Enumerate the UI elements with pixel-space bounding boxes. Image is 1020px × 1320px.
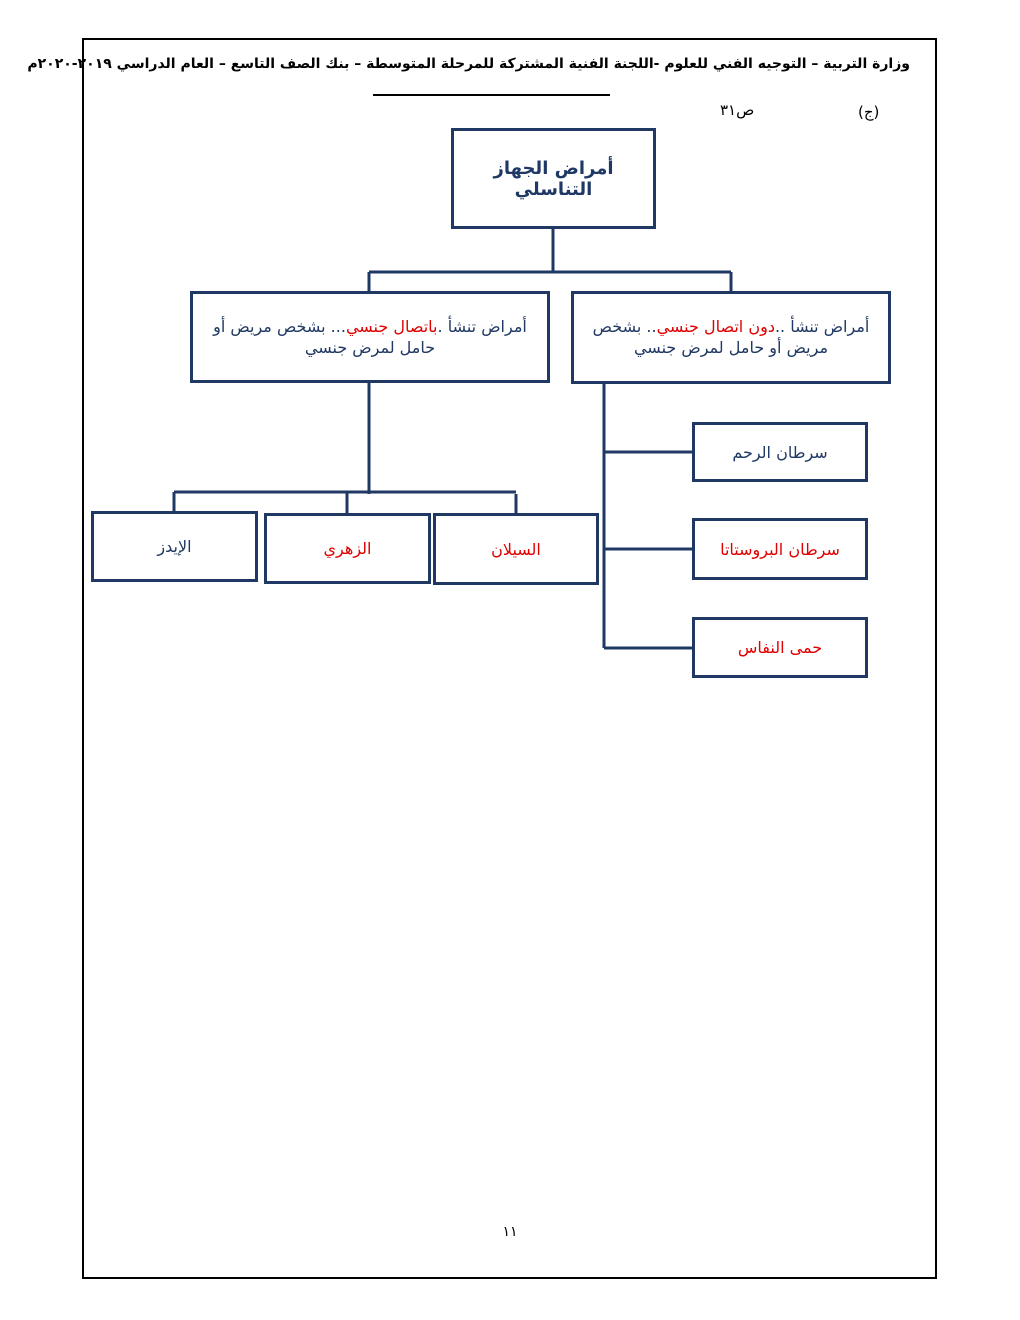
leaf-puerperal-fever [692, 617, 868, 678]
page-number: ١١ [502, 1224, 518, 1240]
leaf-label: الزهري [323, 539, 372, 558]
right-branch-text [578, 316, 884, 358]
left-branch-node [190, 291, 550, 383]
leaf-syphilis [264, 513, 431, 584]
root-label: أمراض الجهاز التناسلي [493, 157, 614, 200]
leaf-aids [91, 511, 258, 582]
leaf-uterine-cancer [692, 422, 868, 482]
page-reference: ص٣١ [720, 101, 755, 119]
leaf-label: السيلان [491, 539, 541, 559]
left-branch-suffix: ... بشخص مريض أو حامل لمرض جنسي [213, 317, 436, 357]
leaf-label: سرطان البروستاتا [720, 539, 840, 559]
leaf-gonorrhea [433, 513, 599, 585]
left-branch-prefix: أمراض تنشأ . [437, 317, 527, 336]
page-header: وزارة التربية – التوجيه الفني للعلوم -اللجنة الفنية المشتركة للمرحلة المتوسطة – بنك الصف التاسع – العام الدراسي ٢٠١٩-٢٠٢٠م [27, 56, 910, 72]
right-branch-node [571, 291, 891, 384]
leaf-prostate-cancer [692, 518, 868, 580]
root-node [451, 128, 656, 229]
left-branch-text [197, 316, 543, 358]
leaf-label: حمى النفاس [737, 638, 823, 657]
right-branch-highlight: دون اتصال جنسي [656, 317, 775, 336]
section-label: (ج) [858, 103, 880, 121]
left-branch-highlight: باتصال جنسي [345, 317, 438, 336]
leaf-label: الإيدز [157, 537, 192, 556]
leaf-label: سرطان الرحم [732, 442, 828, 462]
right-branch-suffix: .. بشخص مريض أو حامل لمرض جنسي [592, 317, 829, 357]
right-branch-prefix: أمراض تنشأ .. [774, 317, 870, 336]
